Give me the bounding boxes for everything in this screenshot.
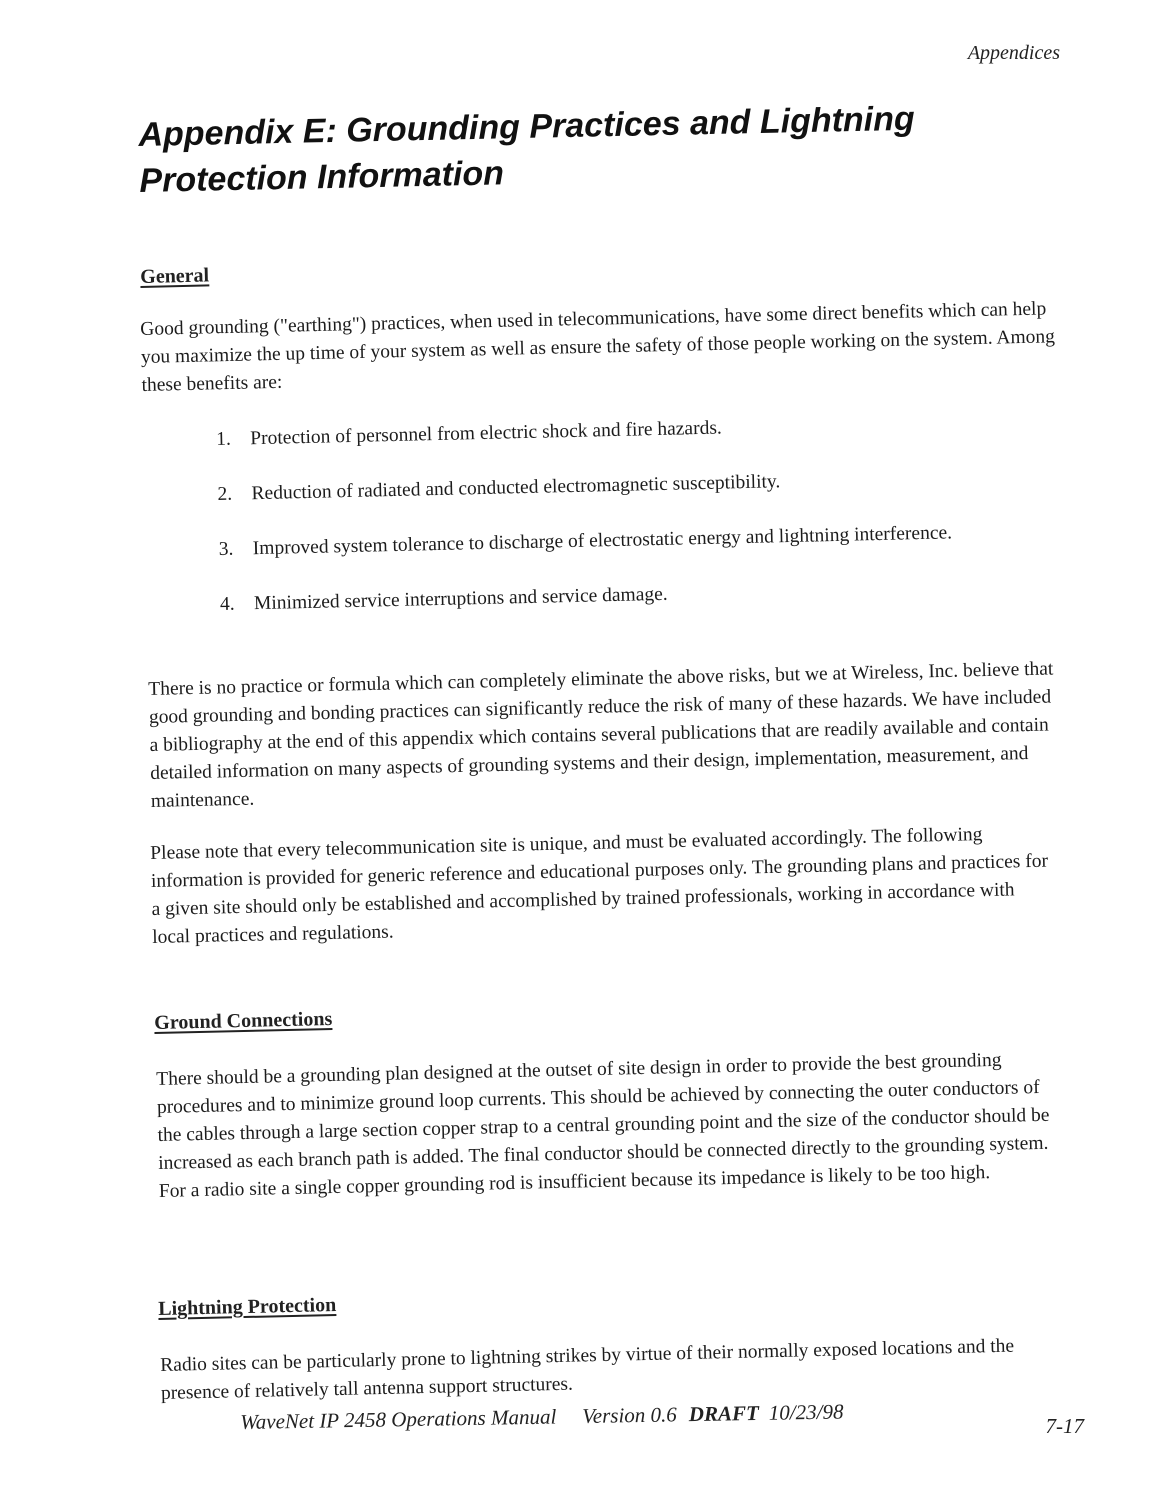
page-footer bbox=[240, 1399, 844, 1435]
list-item-number: 3. bbox=[218, 538, 234, 560]
ground-connections-paragraph: There should be a grounding plan designed at the outset of site design in order to provide the best grounding procedures and to minimize ground loop currents. This should be achieved by connecting the outer conductors of the cables through a large section copper strap to a central grounding point and the size of the conductor should be increased as each branch path is added. The final conductor should be connected directly to the grounding system. For a radio site a single copper grounding rod is insufficient because its impedance is likely to be too high. bbox=[156, 1049, 1050, 1202]
footer-manual-title: WaveNet IP 2458 Operations Manual bbox=[240, 1404, 557, 1434]
list-item bbox=[216, 409, 976, 454]
list-item-number: 4. bbox=[219, 593, 235, 615]
lightning-protection-section bbox=[158, 1277, 1078, 1321]
benefits-list bbox=[216, 409, 980, 619]
footer-version: Version 0.6 bbox=[582, 1402, 677, 1429]
general-intro-block bbox=[140, 295, 1062, 400]
risk-block bbox=[148, 655, 1061, 816]
lightning-protection-block bbox=[160, 1332, 1041, 1408]
list-item-number: 2. bbox=[217, 483, 233, 505]
footer-draft-label: DRAFT bbox=[688, 1400, 759, 1427]
list-item-text: Minimized service interruptions and service damage. bbox=[253, 583, 668, 615]
lightning-protection-paragraph: Radio sites can be particularly prone to lightning strikes by virtue of their normally exposed locations and the presence of relatively tall antenna support structures. bbox=[160, 1335, 1015, 1404]
list-item-number: 1. bbox=[216, 428, 232, 450]
lightning-protection-heading: Lightning Protection bbox=[158, 1293, 337, 1320]
list-item bbox=[218, 519, 978, 564]
note-block bbox=[150, 820, 1052, 952]
list-item-text: Improved system tolerance to discharge of electrostatic energy and lightning interference. bbox=[252, 522, 953, 560]
list-item-text: Reduction of radiated and conducted electromagnetic susceptibility. bbox=[251, 471, 781, 505]
ground-connections-heading: Ground Connections bbox=[154, 1007, 333, 1034]
page-title: Appendix E: Grounding Practices and Lightning Protection Information bbox=[138, 99, 916, 200]
general-section bbox=[140, 245, 1060, 289]
general-intro-paragraph: Good grounding ("earthing") practices, when used in telecommunications, have some direct benefits which can help you maximize the up time of your system as well as ensure the safety of those people working on the system. Among these benefits are: bbox=[140, 298, 1056, 396]
benefits-list-block bbox=[216, 409, 980, 619]
running-head: Appendices bbox=[967, 42, 1060, 64]
list-item-text: Protection of personnel from electric shock and fire hazards. bbox=[250, 417, 723, 450]
list-item bbox=[220, 574, 980, 619]
risk-paragraph: There is no practice or formula which can completely eliminate the above risks, but we at Wireless, Inc. believe that good grounding and bonding practices can significantly reduce the risk of many of these hazards. We have included a bibliography at the end of this appendix which contains several publications that are readily available and contain detailed information on many aspects of grounding systems and their design, implementation, measurement, and maintenance. bbox=[148, 658, 1054, 812]
general-heading: General bbox=[140, 264, 210, 288]
page-number: 7-17 bbox=[1045, 1414, 1084, 1438]
list-item bbox=[217, 464, 977, 509]
note-paragraph: Please note that every telecommunication site is unique, and must be evaluated accordingly. The following information is provided for generic reference and educational purposes only. The grounding plans and practices for a given site should only be established and accomplished by trained professionals, working in accordance with local practices and regulations. bbox=[150, 824, 1049, 948]
ground-connections-block bbox=[156, 1045, 1069, 1206]
footer-date: 10/23/98 bbox=[768, 1399, 844, 1425]
ground-connections-section bbox=[154, 991, 1074, 1035]
